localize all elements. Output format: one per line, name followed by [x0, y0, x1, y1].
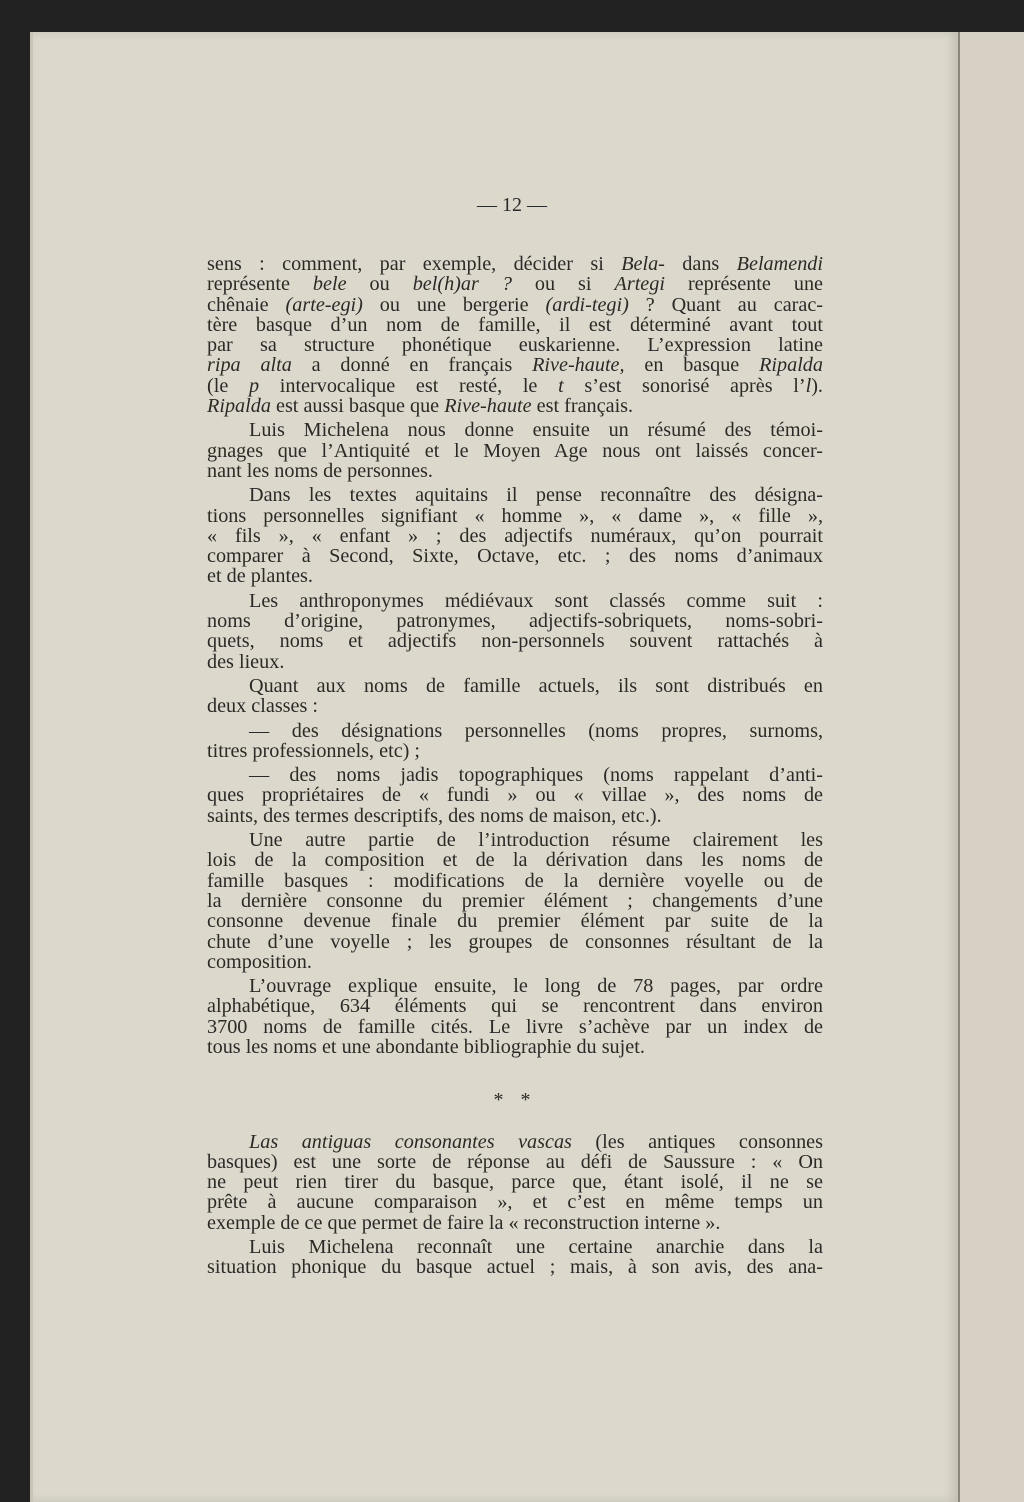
text-line — [207, 1037, 823, 1057]
section-names-review — [207, 254, 823, 1057]
paragraph — [207, 765, 823, 826]
text-run: est aussi basque que — [270, 395, 445, 418]
italic-text-run: Rive-haute, — [532, 354, 625, 377]
text-line — [207, 376, 823, 396]
text-line — [207, 850, 823, 870]
text-run: des lieux. — [207, 650, 285, 673]
text-line — [207, 1132, 823, 1152]
text-run: ques propriétaires de « fundi » ou « villae », des noms de — [207, 784, 823, 807]
text-run: ). — [811, 374, 823, 397]
text-run: en basque — [624, 354, 760, 377]
paragraph — [207, 976, 823, 1057]
text-line — [207, 741, 823, 761]
italic-text-run: Ripalda — [759, 354, 823, 377]
text-run: titres professionnels, etc) ; — [207, 739, 421, 762]
text-run: Luis Michelena reconnaît une certaine anarchie dans la — [249, 1236, 823, 1259]
text-run: nant les noms de personnes. — [207, 459, 433, 482]
text-line — [207, 420, 823, 440]
italic-text-run: Belamendi — [736, 253, 823, 275]
italic-text-run: ripa alta — [207, 354, 292, 377]
text-run: intervocalique est resté, le — [259, 374, 559, 397]
text-line — [207, 485, 823, 505]
paragraph — [207, 1132, 823, 1233]
text-run: tous les noms et une abondante bibliographie du sujet. — [207, 1035, 645, 1058]
text-line — [207, 1237, 823, 1257]
text-line — [207, 676, 823, 696]
text-run: tère basque d’un nom de famille, il est déterminé avant tout — [207, 313, 823, 336]
text-line — [207, 1213, 823, 1233]
italic-text-run: bele — [312, 273, 347, 296]
text-run: tions personnelles signifiant « homme », « dame », « fille », — [207, 504, 823, 527]
text-run: — des désignations personnelles (noms propres, surnoms, — [249, 719, 823, 742]
text-run: Les anthroponymes médiévaux sont classés comme suit : — [249, 589, 823, 612]
italic-text-run: Bela- — [621, 253, 665, 275]
text-run: s’est sonorisé après l’ — [563, 374, 806, 397]
text-run: est français. — [531, 395, 634, 418]
page-number: — 12 — — [477, 194, 547, 216]
text-run: chute d’une voyelle ; les groupes de consonnes résultant de la — [207, 930, 823, 953]
paragraph — [207, 420, 823, 481]
text-line — [207, 441, 823, 461]
section-consonants-review — [207, 1132, 823, 1278]
text-run: sens : comment, par exemple, décider si — [207, 253, 622, 275]
facing-page-edge — [958, 32, 1024, 1502]
text-line — [207, 652, 823, 672]
text-run: composition. — [207, 950, 312, 973]
text-run: ou une bergerie — [362, 293, 546, 316]
text-line — [207, 335, 823, 355]
text-line — [207, 830, 823, 850]
text-run: deux classes : — [207, 695, 319, 718]
paragraph — [207, 591, 823, 672]
text-run: lois de la composition et de la dérivation dans les noms de — [207, 849, 823, 872]
paragraph — [207, 721, 823, 762]
paragraph — [207, 676, 823, 717]
text-run: représente une — [664, 273, 824, 296]
paragraph — [207, 1237, 823, 1278]
text-run: la dernière consonne du premier élément ; changements d’une — [207, 889, 823, 912]
text-line — [207, 932, 823, 952]
text-run: prête à aucune comparaison », et c’est en même temps un — [207, 1191, 823, 1214]
text-line — [207, 355, 823, 375]
text-run: chênaie — [207, 293, 286, 316]
text-line — [207, 631, 823, 651]
text-run: alphabétique, 634 éléments qui se rencontrent dans environ — [207, 995, 823, 1018]
text-line — [207, 1152, 823, 1172]
text-run: L’ouvrage explique ensuite, le long de 78 pages, par ordre — [249, 975, 823, 998]
text-run: ou si — [511, 273, 615, 296]
text-run: par sa structure phonétique euskarienne. L’expression latine — [207, 334, 823, 357]
paragraph — [207, 830, 823, 972]
paragraph — [207, 254, 823, 416]
text-run: (les antiques consonnes — [571, 1130, 823, 1153]
body-text — [207, 250, 823, 1278]
text-line — [207, 785, 823, 805]
text-run: ne peut rien tirer du basque, parce que, étant isolé, il ne se — [207, 1171, 823, 1194]
text-line — [207, 1017, 823, 1037]
italic-text-run: p — [248, 374, 260, 397]
text-line — [207, 1172, 823, 1192]
italic-text-run: Rive-haute — [444, 395, 532, 418]
italic-text-run: bel(h)ar ? — [412, 273, 512, 296]
text-run: (le — [207, 374, 249, 397]
text-line — [207, 721, 823, 741]
text-line — [207, 952, 823, 972]
text-run: Une autre partie de l’introduction résume clairement les — [249, 829, 823, 852]
section-separator: * * — [493, 1089, 537, 1112]
text-run: et de plantes. — [207, 565, 313, 588]
text-run: a donné en français — [291, 354, 533, 377]
text-line — [207, 1257, 823, 1277]
italic-text-run: Las antiguas consonantes vascas — [249, 1130, 572, 1153]
text-run: gnages que l’Antiquité et le Moyen Age nous ont laissés concer- — [207, 439, 823, 462]
text-line — [207, 566, 823, 586]
italic-text-run: t — [558, 374, 564, 397]
text-line — [207, 696, 823, 716]
text-line — [207, 765, 823, 785]
text-run: dans — [664, 253, 737, 275]
text-line — [207, 295, 823, 315]
text-line — [207, 611, 823, 631]
text-line — [207, 1192, 823, 1212]
text-line — [207, 254, 823, 274]
text-run: Dans les textes aquitains il pense reconnaître des désigna- — [249, 484, 823, 507]
text-line — [207, 996, 823, 1016]
text-line — [207, 591, 823, 611]
text-run: 3700 noms de famille cités. Le livre s’achève par un index de — [207, 1015, 823, 1038]
text-line — [207, 976, 823, 996]
text-line — [207, 806, 823, 826]
text-run: famille basques : modifications de la dernière voyelle ou de — [207, 869, 823, 892]
text-line — [207, 274, 823, 294]
text-line — [207, 396, 823, 416]
italic-text-run: (ardi-tegi) — [545, 293, 629, 316]
text-line — [207, 461, 823, 481]
text-line — [207, 911, 823, 931]
text-line — [207, 526, 823, 546]
italic-text-run: l — [805, 374, 812, 397]
italic-text-run: (arte-egi) — [285, 293, 363, 316]
text-line — [207, 506, 823, 526]
text-run: Luis Michelena nous donne ensuite un résumé des témoi- — [249, 419, 823, 442]
text-run: quets, noms et adjectifs non-personnels souvent rattachés à — [207, 630, 823, 653]
text-run: « fils », « enfant » ; des adjectifs numéraux, qu’on pourrait — [207, 524, 823, 547]
text-run: — des noms jadis topographiques (noms rappelant d’anti- — [249, 764, 823, 787]
text-run: exemple de ce que permet de faire la « reconstruction interne ». — [207, 1211, 721, 1234]
italic-text-run: Ripalda — [207, 395, 271, 418]
text-run: saints, des termes descriptifs, des noms de maison, etc.). — [207, 804, 662, 827]
text-line — [207, 315, 823, 335]
text-run: basques) est une sorte de réponse au défi de Saussure : « On — [207, 1150, 823, 1173]
paragraph — [207, 485, 823, 586]
text-run: ou — [346, 273, 413, 296]
text-line — [207, 891, 823, 911]
text-run: comparer à Second, Sixte, Octave, etc. ; des noms d’animaux — [207, 545, 823, 568]
text-run: situation phonique du basque actuel ; mais, à son avis, des ana- — [207, 1256, 823, 1279]
text-line — [207, 871, 823, 891]
text-run: noms d’origine, patronymes, adjectifs-sobriquets, noms-sobri- — [207, 610, 823, 633]
text-line — [207, 546, 823, 566]
text-run: représente — [207, 273, 313, 296]
text-run: ? Quant au carac- — [628, 293, 824, 316]
text-run: consonne devenue finale du premier élément par suite de la — [207, 910, 823, 933]
text-run: Quant aux noms de famille actuels, ils sont distribués en — [249, 674, 823, 697]
italic-text-run: Artegi — [614, 273, 665, 296]
